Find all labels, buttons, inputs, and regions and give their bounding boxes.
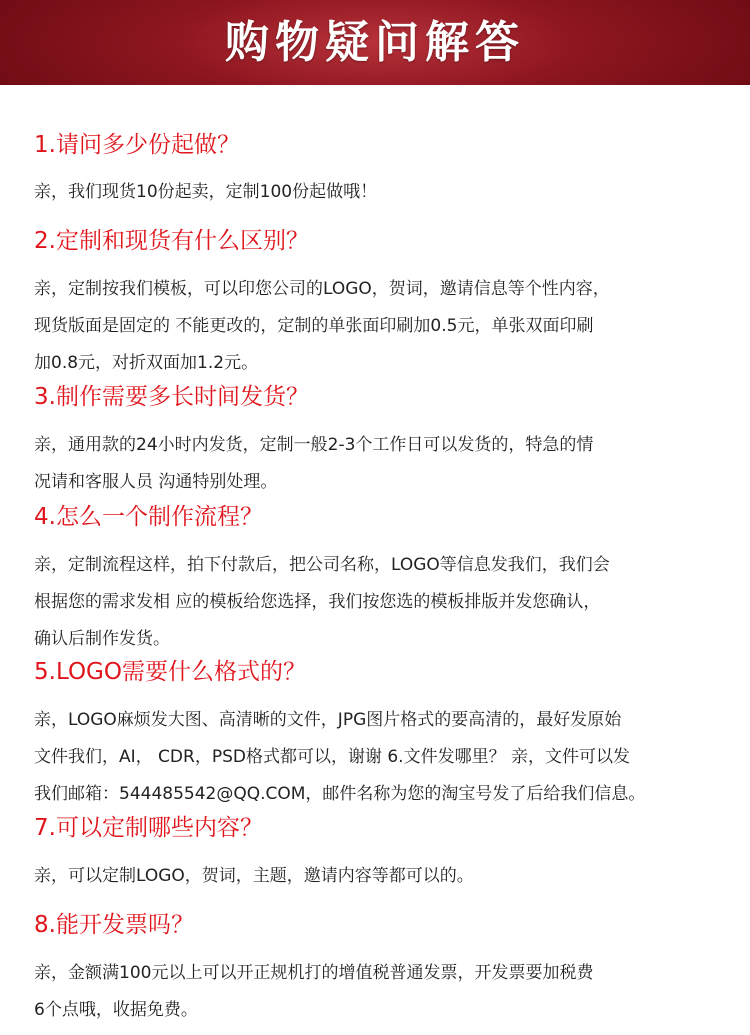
answer-line: 亲，定制按我们模板，可以印您公司的LOGO，贺词，邀请信息等个性内容，	[34, 279, 610, 299]
faq-answer	[34, 271, 724, 382]
answer-line: 现货版面是固定的 不能更改的，定制的单张面印刷加0.5元，单张双面印刷	[34, 316, 594, 336]
faq-question: 7.可以定制哪些内容？	[34, 815, 263, 841]
faq-answer	[34, 547, 724, 658]
answer-line: 根据您的需求发相 应的模板给您选择，我们按您选的模板排版并发您确认，	[34, 592, 601, 612]
answer-line: 6个点哦，收据免费。	[34, 1000, 198, 1020]
answer-line: 亲，可以定制LOGO，贺词，主题，邀请内容等都可以的。	[34, 866, 474, 886]
faq-item-8	[34, 910, 724, 1029]
faq-answer	[34, 955, 724, 1029]
answer-line: 亲，金额满100元以上可以开正规机打的增值税普通发票，开发票要加税费	[34, 963, 594, 983]
answer-line: 亲，定制流程这样，拍下付款后，把公司名称，LOGO等信息发我们，我们会	[34, 555, 610, 575]
answer-line: 亲，LOGO麻烦发大图、高清晰的文件，JPG图片格式的要高清的，最好发原始	[34, 710, 622, 730]
answer-line: 文件我们，AI， CDR，PSD格式都可以，谢谢 6.文件发哪里？ 亲，文件可以发	[34, 747, 630, 767]
faq-answer	[34, 174, 724, 211]
faq-item-1	[34, 130, 724, 211]
faq-answer	[34, 858, 724, 895]
answer-line: 况请和客服人员 沟通特别处理。	[34, 472, 278, 492]
faq-item-5	[34, 657, 724, 813]
faq-question: 5.LOGO需要什么格式的？	[34, 659, 306, 685]
faq-item-3	[34, 382, 724, 501]
faq-answer	[34, 702, 724, 813]
faq-item-7	[34, 813, 724, 895]
answer-line: 亲，我们现货10份起卖，定制100份起做哦！	[34, 182, 378, 202]
faq-item-4	[34, 502, 724, 658]
faq-item-2	[34, 226, 724, 382]
answer-line: 加0.8元，对折双面加1.2元。	[34, 353, 259, 373]
faq-question: 8.能开发票吗？	[34, 912, 194, 938]
answer-line: 亲，通用款的24小时内发货，定制一般2-3个工作日可以发货的，特急的情	[34, 435, 594, 455]
faq-question: 2.定制和现货有什么区别？	[34, 228, 309, 254]
faq-answer	[34, 427, 724, 501]
faq-question: 3.制作需要多长时间发货？	[34, 384, 309, 410]
faq-question: 1.请问多少份起做？	[34, 132, 240, 158]
answer-line: 我们邮箱：544485542@QQ.COM，邮件名称为您的淘宝号发了后给我们信息。	[34, 784, 646, 804]
faq-question: 4.怎么一个制作流程？	[34, 504, 263, 530]
header-banner	[0, 0, 750, 85]
page-title: 购物疑问解答	[225, 16, 525, 68]
answer-line: 确认后制作发货。	[34, 629, 170, 649]
